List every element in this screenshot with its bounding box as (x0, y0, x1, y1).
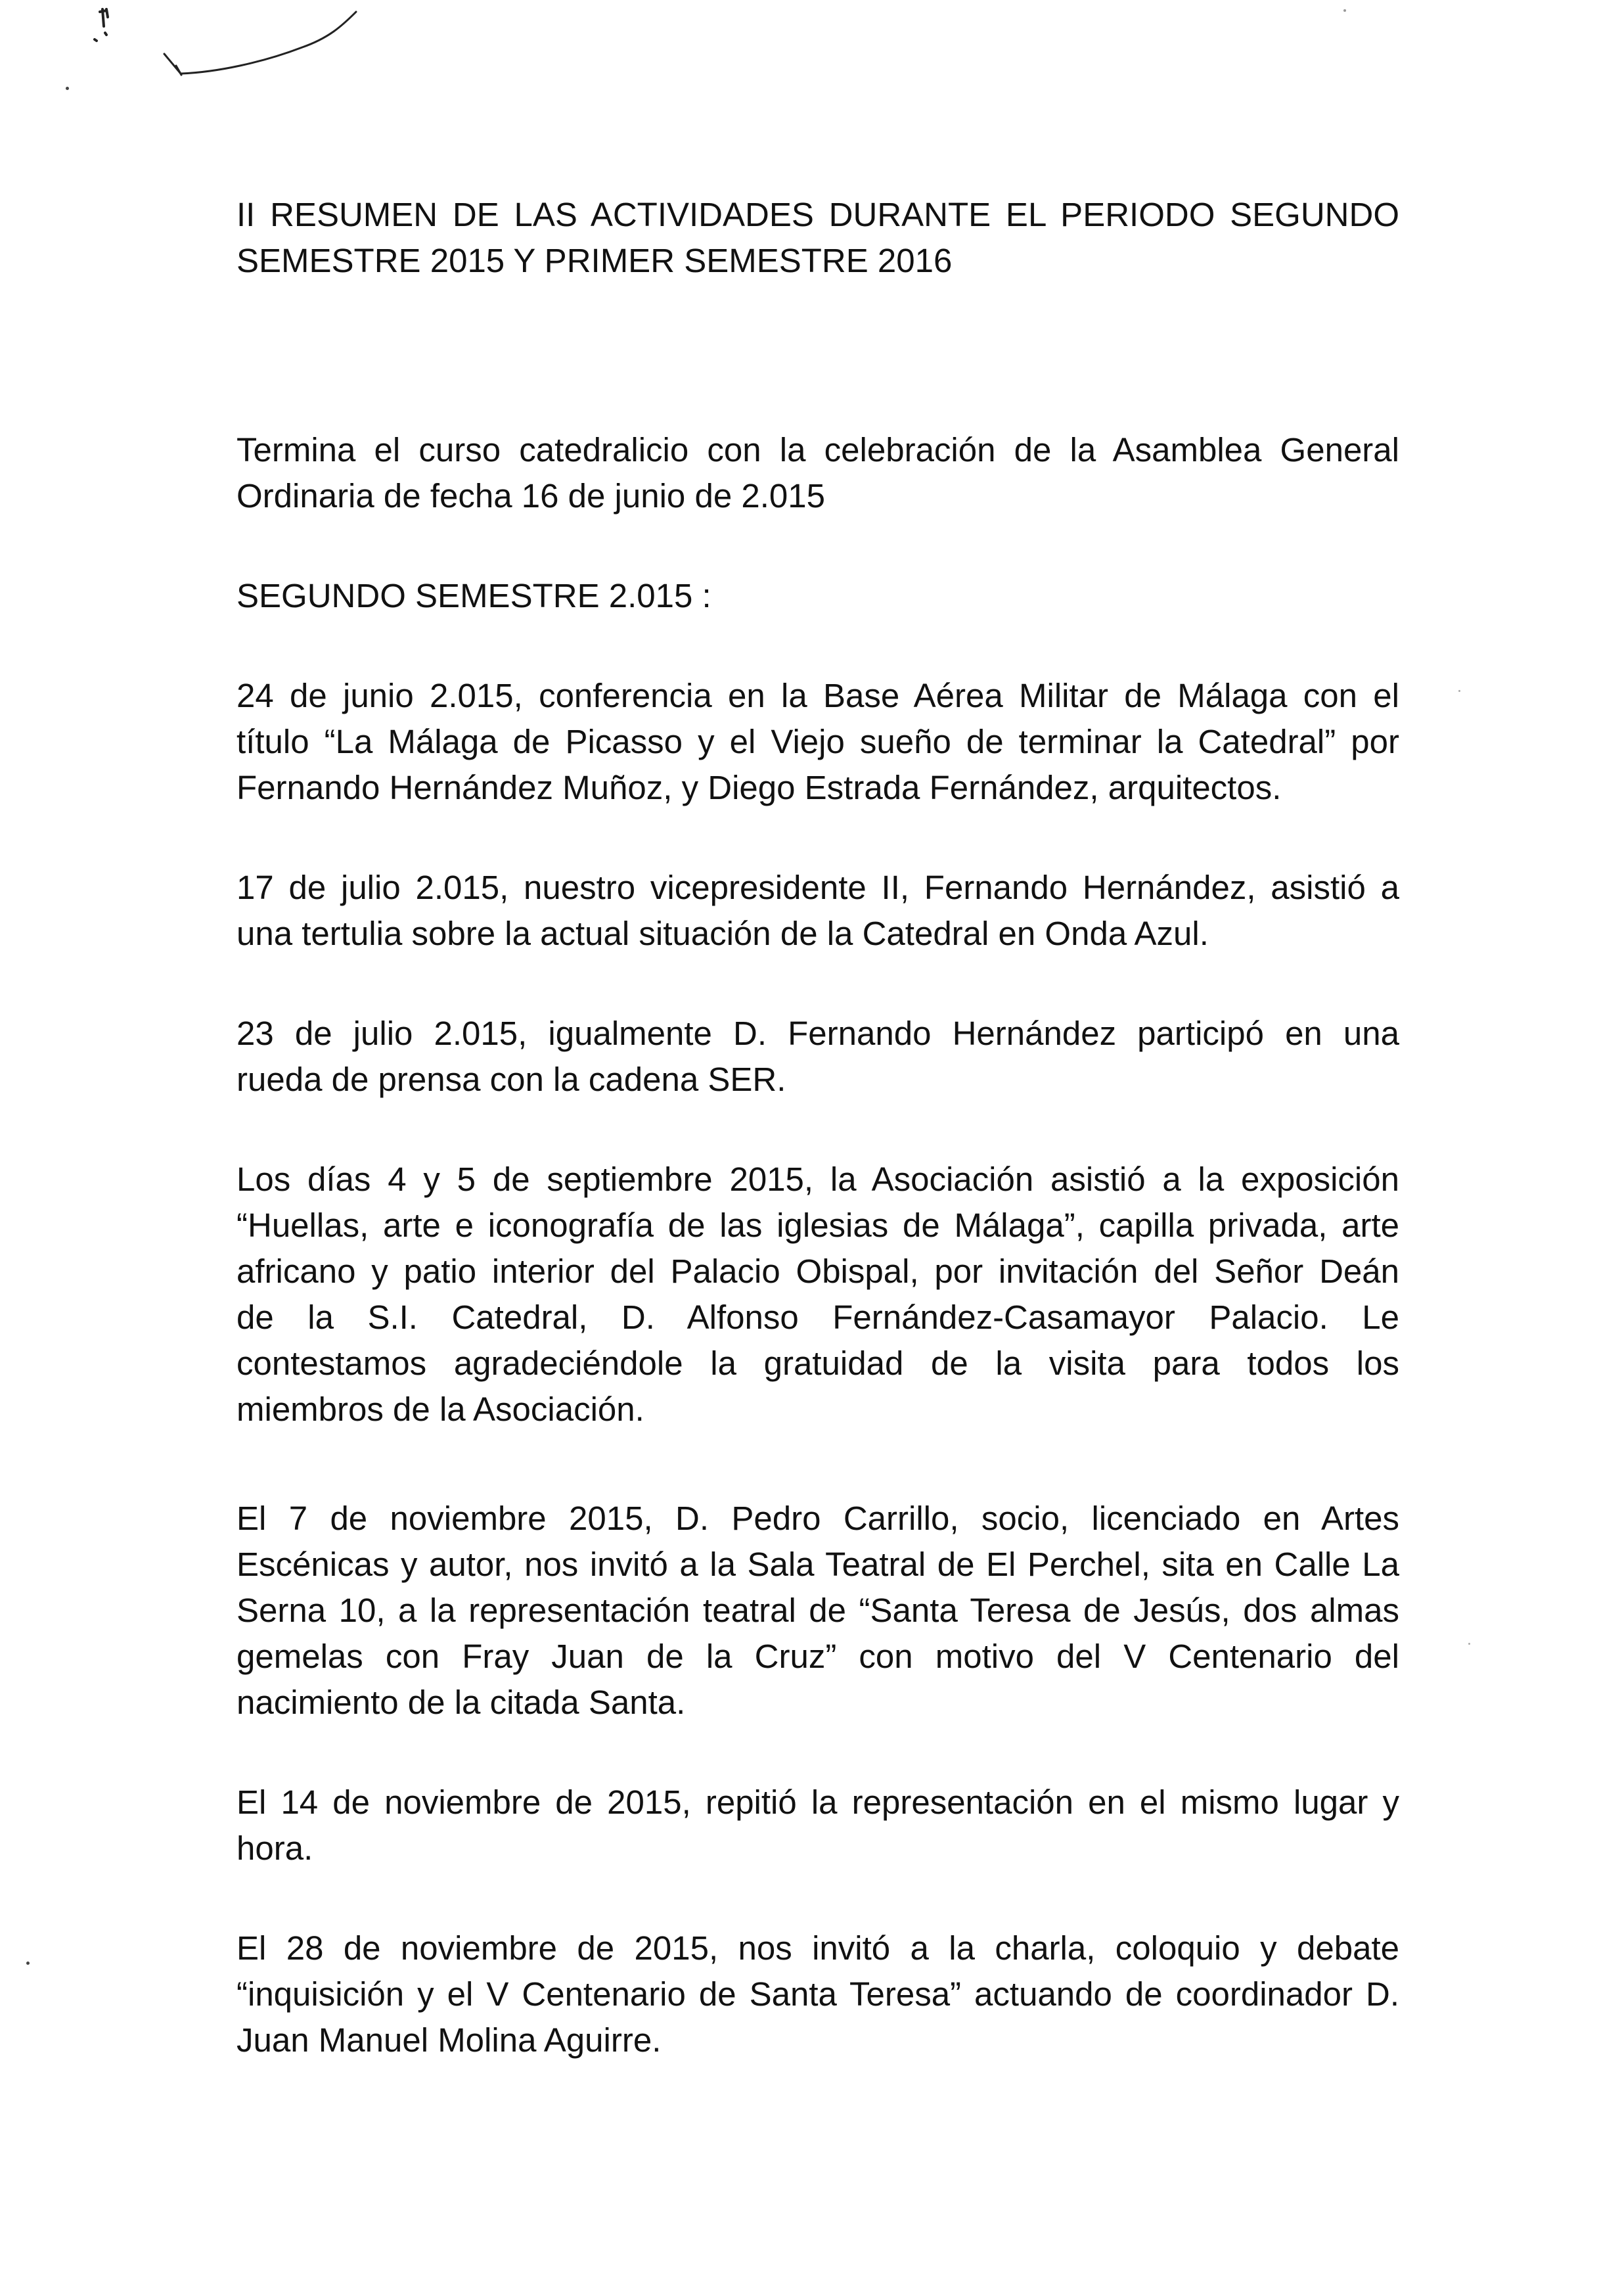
text-line: Escénicas y autor, nos invitó a la Sala Teatral de El Perchel, sita en Calle La (237, 1546, 1399, 1583)
text-line: Serna 10, a la representación teatral de “Santa Teresa de Jesús, dos almas (237, 1592, 1399, 1629)
handwritten-mark (66, 0, 368, 92)
section-title-second-semester (237, 573, 1399, 619)
text-line: Termina el curso catedralicio con la celebración de la Asamblea General (237, 431, 1399, 469)
text-line: hora. (237, 1829, 313, 1867)
paragraph-november-7 (237, 1496, 1399, 1726)
text-line: El 14 de noviembre de 2015, repitió la representación en el mismo lugar y (237, 1783, 1399, 1821)
text-line: gemelas con Fray Juan de la Cruz” con motivo del V Centenario del (237, 1638, 1399, 1675)
paragraph-june-24 (237, 673, 1399, 811)
paragraph-july-17 (237, 865, 1399, 957)
scan-speck (1468, 1643, 1470, 1645)
text-line: de la S.I. Catedral, D. Alfonso Fernández-Casamayor Palacio. Le (237, 1298, 1399, 1336)
text-line: contestamos agradeciéndole la gratuidad de la visita para todos los (237, 1344, 1399, 1382)
paragraph-assembly (237, 427, 1399, 519)
text-line: SEGUNDO SEMESTRE 2.015 : (237, 577, 711, 614)
text-line: “inquisición y el V Centenario de Santa Teresa” actuando de coordinador D. (237, 1975, 1399, 2013)
text-line: una tertulia sobre la actual situación de la Catedral en Onda Azul. (237, 915, 1209, 952)
text-line: miembros de la Asociación. (237, 1390, 644, 1428)
text-line: “Huellas, arte e iconografía de las iglesias de Málaga”, capilla privada, arte (237, 1206, 1399, 1244)
text-line: Juan Manuel Molina Aguirre. (237, 2021, 662, 2059)
scan-speck (1458, 690, 1460, 692)
text-line: africano y patio interior del Palacio Obispal, por invitación del Señor Deán (237, 1252, 1399, 1290)
paragraph-july-23 (237, 1011, 1399, 1103)
text-line: Fernando Hernández Muñoz, y Diego Estrada Fernández, arquitectos. (237, 769, 1282, 806)
paragraph-september (237, 1157, 1399, 1433)
heading-line: II RESUMEN DE LAS ACTIVIDADES DURANTE EL PERIODO SEGUNDO (237, 196, 1399, 233)
text-line: 24 de junio 2.015, conferencia en la Base Aérea Militar de Málaga con el (237, 677, 1399, 714)
scan-speck (1343, 9, 1346, 12)
text-line: El 28 de noviembre de 2015, nos invitó a la charla, coloquio y debate (237, 1929, 1399, 1967)
document-body (237, 192, 1399, 2063)
text-line: Ordinaria de fecha 16 de junio de 2.015 (237, 477, 825, 515)
paragraph-november-28 (237, 1925, 1399, 2063)
text-line: título “La Málaga de Picasso y el Viejo sueño de terminar la Catedral” por (237, 723, 1399, 760)
text-line: rueda de prensa con la cadena SER. (237, 1061, 786, 1098)
scan-speck (26, 1962, 30, 1965)
text-line: 23 de julio 2.015, igualmente D. Fernando Hernández participó en una (237, 1015, 1399, 1052)
heading-line: SEMESTRE 2015 Y PRIMER SEMESTRE 2016 (237, 242, 953, 279)
text-line: 17 de julio 2.015, nuestro vicepresidente II, Fernando Hernández, asistió a (237, 869, 1399, 906)
text-line: El 7 de noviembre 2015, D. Pedro Carrillo, socio, licenciado en Artes (237, 1500, 1399, 1537)
scan-speck (66, 87, 69, 90)
text-line: Los días 4 y 5 de septiembre 2015, la Asociación asistió a la exposición (237, 1160, 1399, 1198)
text-line: nacimiento de la citada Santa. (237, 1684, 686, 1721)
paragraph-november-14 (237, 1779, 1399, 1871)
document-heading (237, 192, 1399, 284)
